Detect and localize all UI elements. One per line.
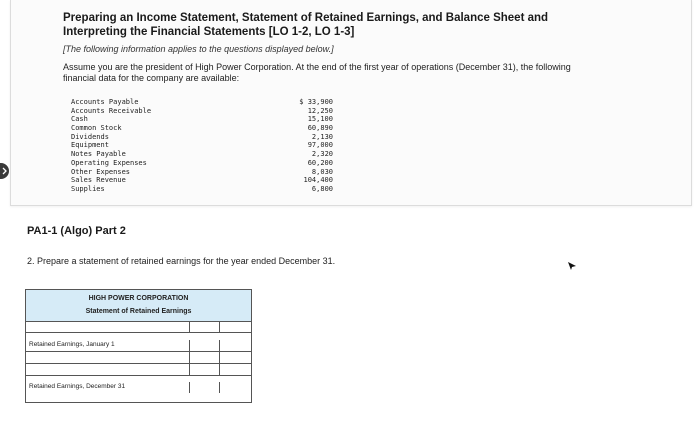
financial-data-value: 12,250 xyxy=(307,106,333,115)
financial-data-label: Supplies xyxy=(71,184,105,193)
financial-data-label: Operating Expenses xyxy=(71,158,147,167)
question-text: 2. Prepare a statement of retained earnings for the year ended December 31. xyxy=(27,256,336,266)
financial-data-value: 104,400 xyxy=(303,176,333,185)
amount-input[interactable] xyxy=(190,352,218,363)
financial-data-value: 2,130 xyxy=(311,132,333,141)
amount-cell[interactable] xyxy=(219,382,252,393)
amount-cell[interactable] xyxy=(189,321,218,332)
retained-earnings-statement xyxy=(25,289,252,403)
amount-cell[interactable] xyxy=(219,321,252,332)
financial-data-row xyxy=(71,150,333,159)
statement-row-label: Retained Earnings, December 31 xyxy=(29,383,126,390)
statement-row xyxy=(26,340,251,352)
financial-data-row xyxy=(71,141,333,150)
problem-intro: Assume you are the president of High Power Corporation. At the end of the first year of operations (December 31), the following financial data for the company are available: xyxy=(63,62,571,83)
statement-row xyxy=(26,364,251,376)
amount-input[interactable] xyxy=(220,364,252,375)
financial-data-row xyxy=(71,107,333,116)
amount-input[interactable] xyxy=(190,340,218,351)
financial-data-value: 2,320 xyxy=(311,150,333,159)
amount-cell[interactable] xyxy=(219,352,252,363)
statement-row-label: Retained Earnings, January 1 xyxy=(29,341,115,348)
financial-data-label: Accounts Receivable xyxy=(71,106,152,115)
financial-data-label: Other Expenses xyxy=(71,167,131,176)
financial-data-value: 6,800 xyxy=(311,184,333,193)
financial-data-value: 15,100 xyxy=(307,115,333,124)
financial-data-value: 8,030 xyxy=(311,167,333,176)
amount-cell[interactable] xyxy=(189,364,218,375)
financial-data-row xyxy=(71,168,333,177)
financial-data-row xyxy=(71,98,333,107)
company-name: HIGH POWER CORPORATION xyxy=(88,295,189,302)
statement-row xyxy=(26,321,251,333)
financial-data-value: 60,890 xyxy=(307,124,333,133)
financial-data-label: Common Stock xyxy=(71,124,122,133)
problem-heading: Preparing an Income Statement, Statement of Retained Earnings, and Balance Sheet and Interpreting the Financial Statements [LO 1-2, LO 1-3] xyxy=(63,12,549,38)
amount-input[interactable] xyxy=(220,352,252,363)
statement-title: Statement of Retained Earnings xyxy=(85,308,192,315)
amount-input[interactable] xyxy=(220,321,252,332)
financial-data-label: Sales Revenue xyxy=(71,176,126,185)
financial-data-row xyxy=(71,124,333,133)
financial-data-table xyxy=(71,98,333,194)
financial-data-label: Cash xyxy=(71,115,88,124)
amount-input[interactable] xyxy=(220,340,252,351)
financial-data-row xyxy=(71,133,333,142)
financial-data-row xyxy=(71,185,333,194)
problem-card xyxy=(10,0,692,206)
amount-cell[interactable] xyxy=(189,352,218,363)
statement-header xyxy=(26,290,251,322)
financial-data-label: Notes Payable xyxy=(71,150,126,159)
financial-data-value: 97,000 xyxy=(307,141,333,150)
amount-input[interactable] xyxy=(220,382,252,393)
financial-data-label: Dividends xyxy=(71,132,109,141)
amount-input[interactable] xyxy=(190,321,218,332)
amount-cell[interactable] xyxy=(219,340,252,351)
chevron-right-icon xyxy=(0,163,9,179)
financial-data-row xyxy=(71,176,333,185)
amount-input[interactable] xyxy=(190,364,218,375)
problem-note: [The following information applies to the questions displayed below.] xyxy=(63,44,334,54)
financial-data-value: $ 33,900 xyxy=(299,98,333,106)
amount-cell[interactable] xyxy=(219,364,252,375)
mouse-cursor-icon xyxy=(567,261,577,271)
financial-data-value: 60,200 xyxy=(307,158,333,167)
financial-data-row xyxy=(71,159,333,168)
part-title: PA1-1 (Algo) Part 2 xyxy=(27,225,126,237)
statement-row xyxy=(26,352,251,364)
amount-cell[interactable] xyxy=(189,382,218,393)
financial-data-label: Accounts Payable xyxy=(71,98,139,106)
financial-data-row xyxy=(71,115,333,124)
amount-cell[interactable] xyxy=(189,340,218,351)
side-expand-tab[interactable] xyxy=(0,163,9,179)
amount-input[interactable] xyxy=(190,382,218,393)
statement-row xyxy=(26,382,251,393)
financial-data-label: Equipment xyxy=(71,141,109,150)
